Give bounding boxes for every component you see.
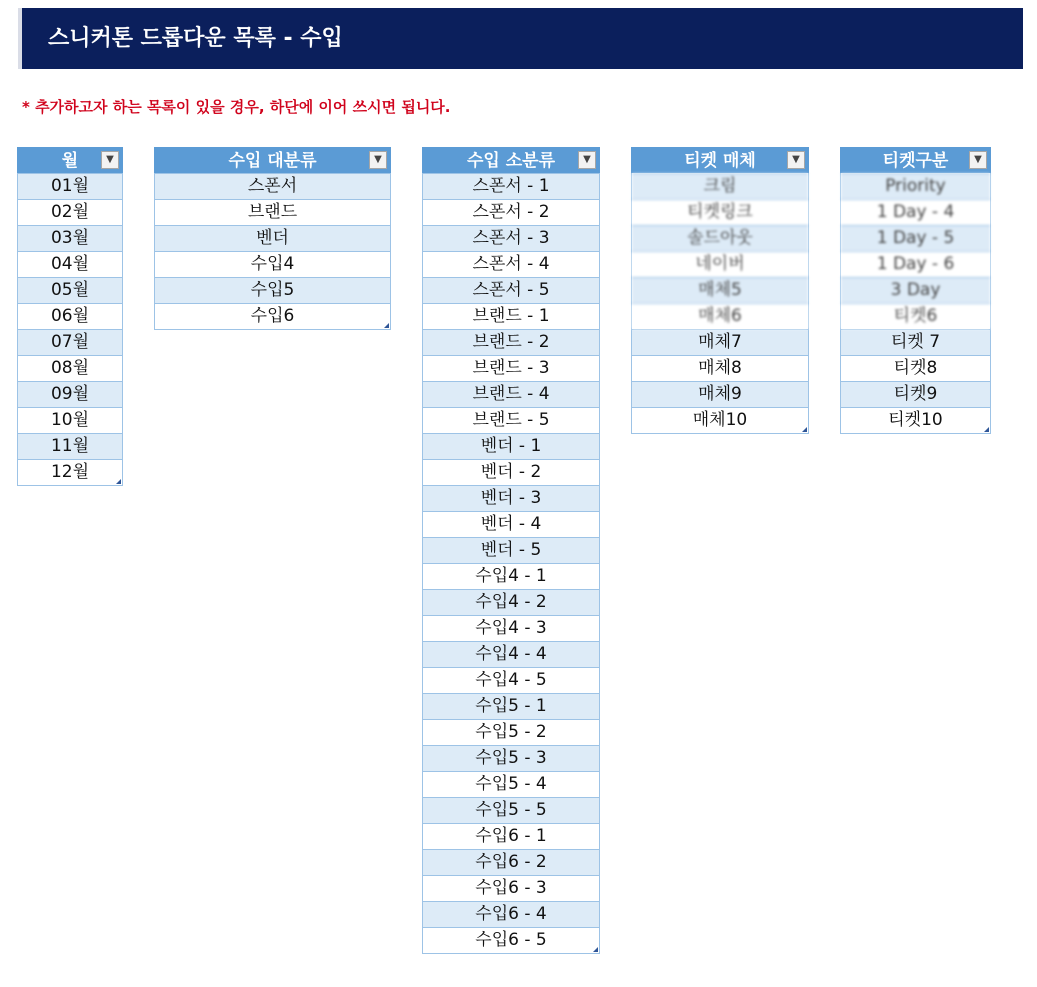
list-item[interactable]: 스폰서 - 1 [423, 173, 599, 199]
filter-dropdown-icon[interactable]: ▼ [969, 151, 987, 169]
list-item[interactable]: 03월 [18, 225, 122, 251]
list-item[interactable]: 수입6 - 3 [423, 875, 599, 901]
month-header[interactable] [17, 147, 123, 173]
list-item[interactable]: 벤더 - 5 [423, 537, 599, 563]
list-item[interactable]: 04월 [18, 251, 122, 277]
subcategory-header[interactable] [422, 147, 600, 173]
list-item[interactable]: 수입5 - 3 [423, 745, 599, 771]
list-item[interactable]: 솔드아웃 [632, 225, 808, 251]
list-item[interactable]: 수입4 [155, 251, 390, 277]
list-item[interactable]: 수입4 - 2 [423, 589, 599, 615]
list-item[interactable]: 수입4 - 1 [423, 563, 599, 589]
list-item[interactable]: 벤더 - 4 [423, 511, 599, 537]
list-item[interactable]: 매체10 [632, 407, 808, 433]
list-item[interactable]: 수입5 - 1 [423, 693, 599, 719]
list-item[interactable]: 02월 [18, 199, 122, 225]
list-item[interactable]: 매체7 [632, 329, 808, 355]
list-item[interactable]: 수입5 [155, 277, 390, 303]
title-accent [18, 8, 22, 69]
filter-dropdown-icon[interactable]: ▼ [101, 151, 119, 169]
list-item[interactable]: 스폰서 - 2 [423, 199, 599, 225]
list-item[interactable]: 매체9 [632, 381, 808, 407]
list-item[interactable]: 브랜드 - 2 [423, 329, 599, 355]
list-item[interactable]: 스폰서 - 3 [423, 225, 599, 251]
category-header-label: 수입 대분류 [228, 151, 317, 171]
ticket-media-header[interactable] [631, 147, 809, 173]
table-resize-handle[interactable] [116, 479, 121, 484]
list-item[interactable]: 티켓6 [841, 303, 990, 329]
category-list [154, 147, 391, 330]
ticket-media-list [631, 147, 809, 434]
list-item[interactable]: 1 Day - 5 [841, 225, 990, 251]
list-item[interactable]: 티켓8 [841, 355, 990, 381]
list-item[interactable]: 티켓10 [841, 407, 990, 433]
list-item[interactable]: 05월 [18, 277, 122, 303]
list-item[interactable]: 06월 [18, 303, 122, 329]
month-header-label: 월 [61, 151, 79, 171]
list-item[interactable]: 09월 [18, 381, 122, 407]
list-item[interactable]: 브랜드 - 4 [423, 381, 599, 407]
list-item[interactable]: 10월 [18, 407, 122, 433]
subcategory-rows [422, 173, 600, 954]
month-rows [17, 173, 123, 486]
list-item[interactable]: 매체5 [632, 277, 808, 303]
list-item[interactable]: 11월 [18, 433, 122, 459]
list-item[interactable]: 08월 [18, 355, 122, 381]
notice-text: * 추가하고자 하는 목록이 있을 경우, 하단에 이어 쓰시면 됩니다. [22, 98, 451, 116]
category-rows [154, 173, 391, 330]
ticket-media-header-label: 티켓 매체 [684, 151, 756, 171]
list-item[interactable]: Priority [841, 173, 990, 199]
filter-dropdown-icon[interactable]: ▼ [787, 151, 805, 169]
list-item[interactable]: 브랜드 - 1 [423, 303, 599, 329]
list-item[interactable]: 수입5 - 2 [423, 719, 599, 745]
list-item[interactable]: 1 Day - 6 [841, 251, 990, 277]
list-item[interactable]: 수입6 - 5 [423, 927, 599, 953]
list-item[interactable]: 수입6 - 1 [423, 823, 599, 849]
category-header[interactable] [154, 147, 391, 173]
title-bar [18, 8, 1023, 69]
list-item[interactable]: 크림 [632, 173, 808, 199]
list-item[interactable]: 스폰서 - 5 [423, 277, 599, 303]
list-item[interactable]: 벤더 - 2 [423, 459, 599, 485]
list-item[interactable]: 네이버 [632, 251, 808, 277]
ticket-type-list [840, 147, 991, 434]
filter-dropdown-icon[interactable]: ▼ [578, 151, 596, 169]
list-item[interactable]: 12월 [18, 459, 122, 485]
table-resize-handle[interactable] [802, 427, 807, 432]
list-item[interactable]: 스폰서 [155, 173, 390, 199]
list-item[interactable]: 매체8 [632, 355, 808, 381]
list-item[interactable]: 3 Day [841, 277, 990, 303]
list-item[interactable]: 매체6 [632, 303, 808, 329]
list-item[interactable]: 수입5 - 5 [423, 797, 599, 823]
list-item[interactable]: 스폰서 - 4 [423, 251, 599, 277]
list-item[interactable]: 수입6 - 2 [423, 849, 599, 875]
list-item[interactable]: 브랜드 - 3 [423, 355, 599, 381]
list-item[interactable]: 01월 [18, 173, 122, 199]
list-item[interactable]: 티켓 7 [841, 329, 990, 355]
list-item[interactable]: 수입4 - 5 [423, 667, 599, 693]
list-item[interactable]: 벤더 [155, 225, 390, 251]
subcategory-header-label: 수입 소분류 [466, 151, 556, 171]
ticket-type-rows [840, 173, 991, 434]
list-item[interactable]: 수입4 - 4 [423, 641, 599, 667]
table-resize-handle[interactable] [593, 947, 598, 952]
ticket-type-header-label: 티켓구분 [882, 151, 949, 171]
list-item[interactable]: 벤더 - 1 [423, 433, 599, 459]
list-item[interactable]: 수입6 [155, 303, 390, 329]
ticket-media-rows [631, 173, 809, 434]
month-list [17, 147, 123, 486]
list-item[interactable]: 수입4 - 3 [423, 615, 599, 641]
list-item[interactable]: 브랜드 - 5 [423, 407, 599, 433]
page-title: 스니커톤 드롭다운 목록 - 수입 [48, 26, 343, 51]
table-resize-handle[interactable] [984, 427, 989, 432]
filter-dropdown-icon[interactable]: ▼ [369, 151, 387, 169]
list-item[interactable]: 수입6 - 4 [423, 901, 599, 927]
list-item[interactable]: 수입5 - 4 [423, 771, 599, 797]
table-resize-handle[interactable] [384, 323, 389, 328]
list-item[interactable]: 07월 [18, 329, 122, 355]
subcategory-list [422, 147, 600, 954]
list-item[interactable]: 1 Day - 4 [841, 199, 990, 225]
list-item[interactable]: 티켓9 [841, 381, 990, 407]
list-item[interactable]: 벤더 - 3 [423, 485, 599, 511]
ticket-type-header[interactable] [840, 147, 991, 173]
list-item[interactable]: 브랜드 [155, 199, 390, 225]
list-item[interactable]: 티켓링크 [632, 199, 808, 225]
